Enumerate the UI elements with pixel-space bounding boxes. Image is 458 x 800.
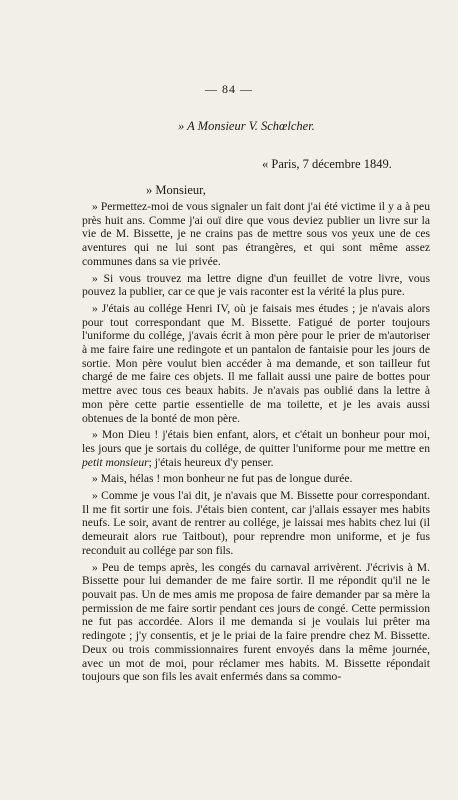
paragraph-4-italic: petit monsieur bbox=[82, 455, 149, 469]
page-number: — 84 — bbox=[205, 82, 253, 96]
paragraph-2: » Si vous trouvez ma lettre digne d'un feuillet de votre livre, vous pouvez la publier, car ce que je vais raconter est la vérité la plus pure. bbox=[82, 271, 430, 299]
letter-greeting: » Monsieur, bbox=[146, 183, 206, 197]
paragraph-7: » Peu de temps après, les congés du carnaval arrivèrent. J'écrivis à M. Bissette pour lui demander de me faire sortir. Il me répondit qu'il ne le pouvait pas. Un de mes amis me proposa de faire demander par sa mère la permission de me faire sortir pendant ces jours de congé. Cette permission ne fut pas accordée. Alors il me demanda si je voulais lui prêter ma redingote ; j'y consentis, et je le priai de la faire prendre chez M. Bissette. Deux ou trois commissionnaires furent envoyés dans la même journée, avec un mot de moi, pour réclamer mes habits. M. Bissette répondait toujours que son fils les avait enfermés dans sa commo- bbox=[82, 560, 430, 684]
letter-addressee: » A Monsieur V. Schœlcher. bbox=[178, 119, 315, 133]
paragraph-6: » Comme je vous l'ai dit, je n'avais que M. Bissette pour correspondant. Il me fit sortir une fois. J'étais bien content, car j'allais essayer mes habits neufs. Le soir, avant de rentrer au collége, je laissai mes habits chez lui (il demeurait alors rue Taitbout), pour reprendre mon uniforme, et je fus reconduit au collége par son fils. bbox=[82, 489, 430, 557]
paragraph-4 bbox=[82, 428, 430, 469]
paragraph-3: » J'étais au collége Henri IV, où je faisais mes études ; je n'avais alors pour tout correspondant que M. Bissette. Fatigué de porter toujours l'uniforme du collége, j'avais écrit à mon père pour le prier de m'autoriser à me faire faire une redingote et un pantalon de fantaisie pour les jours de sortie. Mon père voulut bien accéder à ma demande, et son tailleur fut chargé de me faire ces objets. Il me fallait aussi une paire de bottes pour mettre avec tous ces beaux habits. Je n'avais pas oublié dans la lettre à mon père cette partie essentielle de ma toilette, et je les avais aussi obtenues de la bonté de mon père. bbox=[82, 301, 430, 425]
paragraph-5: » Mais, hélas ! mon bonheur ne fut pas de longue durée. bbox=[92, 472, 353, 486]
paragraph-1: » Permettez-moi de vous signaler un fait dont j'ai été victime il y a à peu près huit ans. Comme j'ai ouï dire que vous deviez publier un livre sur la vie de M. Bissette, je ne crains pas de mettre sous vos yeux une de ces aventures qui ne lui sont pas étrangères, et qui sont même assez communes dans sa vie privée. bbox=[82, 200, 430, 268]
paragraph-4-after: ; j'étais heureux d'y penser. bbox=[148, 455, 274, 469]
letter-date: « Paris, 7 décembre 1849. bbox=[262, 157, 392, 171]
letter-body bbox=[82, 200, 430, 684]
paragraph-4-before: » Mon Dieu ! j'étais bien enfant, alors, et c'était un bonheur pour moi, les jours que je sortais du collége, de quitter l'uniforme pour me mettre en bbox=[82, 428, 430, 455]
